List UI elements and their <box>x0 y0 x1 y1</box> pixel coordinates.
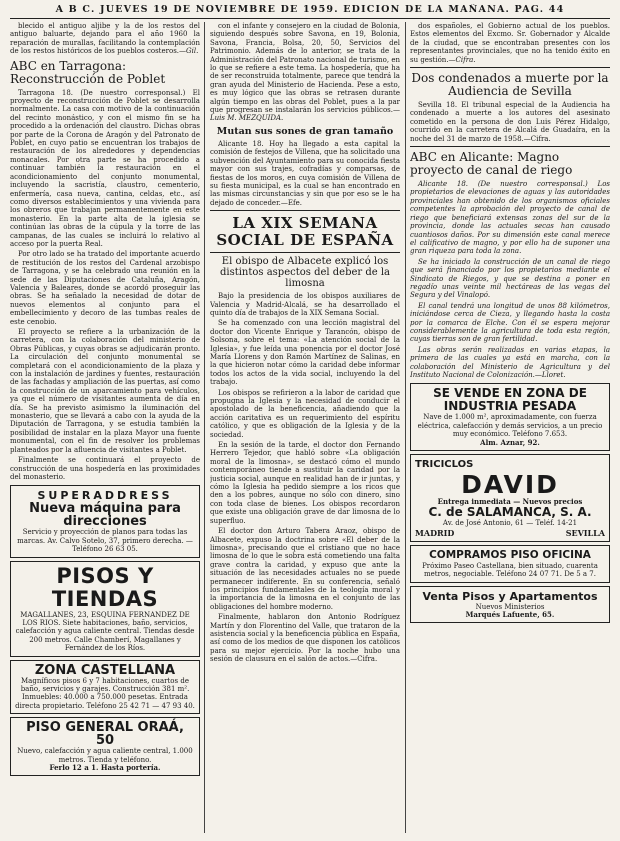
ad-pretitle: TRICICLOS <box>415 459 474 471</box>
ad-title: PISOS Y TIENDAS <box>51 563 159 611</box>
column-rule <box>204 22 205 833</box>
ad-industria-pesada <box>410 383 610 451</box>
article-signature: Lloret. <box>541 371 566 379</box>
ad-superaddress <box>10 485 200 557</box>
article-text: Bajo la presidencia de los obispos auxiliares de Valencia y Madrid-Alcalá, se ha desarrollado el quinto día de trabajos de la XIX Semana Social. <box>210 292 400 317</box>
article-text: Tarragona 18. (De nuestro corresponsal.) El proyecto de reconstrucción de Poblet se desarrolla normalmente. La casa con motivo de la continuación del recinto monástico, y con el mismo fin se ha procedido a la ordenación del claustro. Dichas obras por parte de la Corona de Aragón y del Patronato de Poblet, en cuyo patio se encuentran los trabajos de restauración de los alrededores y dependencias monacales. Por otra parte se ha procedido a continuar también la restauración en el acondicionamiento del conjunto monumental, incluyendo la sacristía, claustro, cementerio, enfermería, casa nueva, cantina, celdas, etc., así como diversos establecimientos y una vivienda para los obreros que trabajan permanentemente en este monasterio. En la parte alta de la iglesia se continúan las obras de la cúpula y la torre de las campanas, de las cuales se incluirá lo relativo al acceso por la puerta Real. <box>10 88 200 248</box>
ad-zona-castellana <box>10 660 200 715</box>
article-text: blecido el antiguo aljibe y la de los restos del antiguo baluarte, dejando para el año 1960 la reparación de murallas, facilitando la contemplación de los restos históricos de los pueblos costeros.—Gil. <box>10 22 200 56</box>
article-text: El proyecto se refiere a la urbanización de la carretera, con la colaboración del ministerio de Obras Públicas, y cuyas obras se adjudicarán pronto. La circulación del conjunto monumental se completará con el acondicionamiento de la plaza y con la instalación de jardines y fuentes, restauración de las fachadas y ampliación de las puertas, así como la construcción de un aparcamiento para vehículos, ya que el número de visitantes aumenta de día en día. Se ha previsto asimismo la iluminación del monasterio, que se llevará a cabo con la ayuda de la Diputación de Tarragona, y se estudia también la posibilidad de instalar en la plaza Mayor una fuente monumental, con el fin de resolver los problemas planteados por la afluencia de visitantes a Poblet. <box>10 328 200 454</box>
article-text: Alicante 18. (De nuestro corresponsal.) Los propietarios de elevaciones de aguas y las autoridades provinciales han obtenido de los organismos oficiales competentes la aprobación del proyecto de canal de riego que beneficiará extensas zonas del sur de la provincia, donde las actuales secas han causado cuantiosos daños. Por su dimensión este canal merece el calificativo de magno, y por ello ha de suponer una gran riqueza para toda la zona. <box>410 180 610 256</box>
ad-company: C. de SALAMANCA, S. A. <box>428 505 592 520</box>
ad-title: ZONA CASTELLANA <box>34 662 176 678</box>
article-text: Sevilla 18. El tribunal especial de la Audiencia ha condenado a muerte a los autores del asesinato cometido en la persona de don Luis Pérez Hidalgo, ocurrido en la carretera de Alcalá de Guadaíra, en la noche del 31 de marzo de 1958.—Cifra. <box>410 101 610 143</box>
ad-address: Av. de José Antonio, 61 — Teléf. 14-21 <box>442 519 578 528</box>
article-title-mutan: Mutan sus sones de gran tamaño <box>216 125 394 137</box>
divider <box>210 252 400 253</box>
column-left <box>10 22 200 833</box>
article-text: Se ha comenzado con una lección magistral del doctor don Vicente Enrique y Tarancón, obispo de Solsona, sobre el tema: «La atención social de la Iglesia», y fue leída una ponencia por el doctor José María Llorens y don Ramón Martínez de Salinas, en la que hicieron notar cómo la caridad debe informar todos los actos de la vida social, incluyendo la del trabajo. <box>210 319 400 387</box>
article-text: Se ha iniciado la construcción de un canal de riego que será financiado por los propietarios mediante el Sindicato de Riegos, y que se destina a poner en regadío unas veinte mil hectáreas de las vegas del Segura y del Vinalopó. <box>410 257 610 300</box>
ad-piso-general-oraa <box>10 717 200 776</box>
ad-triciclos-david <box>410 454 610 542</box>
ad-text: Nave de 1.000 m², aproximadamente, con fuerza eléctrica, calefacción y demás servicios, a un precio muy económico. Teléfono 7.653. <box>417 413 603 439</box>
ad-text: Marqués Lafuente, 65. <box>465 610 555 620</box>
ad-text: Servicio y proyección de planos para todas las marcas. Av. Calvo Sotelo, 37, primero derecha. — Teléfono 26 63 05. <box>17 528 193 554</box>
ad-compramos-piso <box>410 545 610 583</box>
article-text: con el infante y consejero en la ciudad de Bolonia, siguiendo después sobre Savona, en 19, Bolonia, Savona, Francia, Bolsa, 20, 50, Servicios del Patrimonio. Además de lo anterior, se trata de la Administración del Patronato nacional de turismo, en lo que se refiere a este tema. La hospedería, que ha de ser reconstruida totalmente, parece que tendrá la gran ayuda del Ministerio de Hacienda. Pese a esto, es muy lógico que las obras se retrasen durante algún tiempo en las obras del Poblet, pues a la par que progresan se instalarán los servicios públicos.—Luis M. MEZQUIDA. <box>210 22 400 123</box>
ad-text: Nuevos Ministerios <box>475 602 545 611</box>
article-title-sevilla: Dos condenados a muerte por la Audiencia de Sevilla <box>411 71 609 99</box>
ad-text: Nuevo, calefacción y agua caliente central, 1.000 metros. Tienda y teléfono. <box>17 747 193 764</box>
page-header: A B C. JUEVES 19 DE NOVIEMBRE DE 1959. EDICION DE LA MAÑANA. PAG. 44 <box>10 4 610 19</box>
ad-city: SEVILLA <box>565 527 605 538</box>
article-text: Finalmente, hablaron don Antonio Rodríguez Martín y don Florentino del Valle, que trataron de la asistencia social y la beneficencia pública en España, así como de los medios de que disponen los católicos para su mejor ejercicio. Por la noche hubo una sesión de clausura en el salón de actos.—Cifra. <box>210 613 400 664</box>
article-text: El doctor don Arturo Tabera Araoz, obispo de Albacete, expuso la doctrina sobre «El deber de la limosna», precisando que el cristiano que no hace limosna de lo que le sobra está cometiendo una falta grave contra la caridad, y expuso que ante la situación de las necesidades actuales no se puede permanecer indiferente. En su conferencia, señaló los principios fundamentales de la teología moral y la importancia de la limosna en el conjunto de las obligaciones del hombre moderno. <box>210 527 400 611</box>
article-signature: Cifra. <box>455 55 476 64</box>
ad-title: SUPERADDRESS <box>37 489 173 503</box>
ad-title: COMPRAMOS PISO OFICINA <box>429 548 591 561</box>
article-text: Por otro lado se ha tratado del importante acuerdo de restitución de los restos del Cardenal arzobispo de Tarragona, y se ha celebrado una reunión en la sede de las Diputaciones de Cataluña, Aragón, Valencia y Baleares, donde se acordó proseguir las obras. Se ha señalado la necesidad de dotar de nuevos elementos al conjunto para el embellecimiento y decoro de las tumbas reales de este cenobio. <box>10 250 200 326</box>
ad-cities <box>415 528 605 538</box>
ad-title: Venta Pisos y Apartamentos <box>422 589 598 603</box>
article-title-semana-social: LA XIX SEMANA SOCIAL DE ESPAÑA <box>216 214 394 250</box>
ad-title: PISO GENERAL ORAÁ, 50 <box>26 720 184 749</box>
ad-title: SE VENDE EN ZONA DE INDUSTRIA PESADA <box>433 386 587 414</box>
ad-subtext: Ferlo 12 a 1. Hasta portería. <box>49 763 161 772</box>
article-text: En la sesión de la tarde, el doctor don Fernando Herrero Tejedor, que habló sobre «La obligación moral de la limosna», se destacó cómo el mundo contemporáneo tiende a sustituir la caridad por la justicia social, aunque en realidad han de ir juntas, y cómo la Iglesia ha pedido siempre a los ricos que den a los pobres, aunque no sólo con dinero, sino con toda clase de bienes. Los obispos recordaron que existe una obligación grave de dar limosna de lo superfluo. <box>210 441 400 525</box>
article-title-poblet: ABC en Tarragona: Reconstrucción de Poblet <box>10 58 166 86</box>
column-center <box>210 22 400 833</box>
article-text: Los obispos se refirieron a la labor de caridad que propugna la Iglesia y la necesidad de conducir el apostolado de la beneficencia, añadiendo que la acción caritativa es un requerimiento del espíritu católico, y que es obligación de la Iglesia y de la sociedad. <box>210 388 400 439</box>
divider <box>410 146 610 147</box>
ad-venta-pisos <box>410 586 610 624</box>
divider <box>210 210 400 211</box>
article-signature: Gil. <box>186 47 199 56</box>
ad-headline: Nueva máquina para direcciones <box>29 501 181 530</box>
ad-text: MAGALLANES, 23, ESQUINA FERNANDEZ DE LOS RIOS. Siete habitaciones, baño, servicios, calefacción y agua caliente central. Tiendas desde 200 metros. Calle Chamberí, Magallanes y Fernández de los Ríos. <box>15 610 195 653</box>
article-title-alicante: ABC en Alicante: Magno proyecto de canal de riego <box>410 150 573 178</box>
article-text: Alicante 18. Hoy ha llegado a esta capital la comisión de festejos de Villena, que ha solicitado una subvención del Ayuntamiento para su conocida fiesta mayor con sus trajes, cofradías y comparsas, de fiestas de los moros, en cuya comisión de Villena de su fiesta municipal, es la cual se han encontrado en las mismas circunstancias y sin que por eso se le ha dejado de conceder.—Efe. <box>210 139 400 207</box>
ad-pisos-tiendas <box>10 561 200 657</box>
ad-text: Magníficos pisos 6 y 7 habitaciones, cuartos de baño, servicios y garajes. Construcción 381 m². Inmuebles: 40.000 a 750.000 pesetas. Entrada directa propietario. Teléfono 25 42 71 — 47 93 40. <box>15 676 195 710</box>
ad-text: Próximo Paseo Castellana, bien situado, cuarenta metros, negociable. Teléfono 24 07 71. De 5 a 7. <box>422 561 598 579</box>
article-text: El canal tendrá una longitud de unos 88 kilómetros, iniciándose cerca de Cieza, y llegando hasta la costa por la comarca de Elche. Con él se espera mejorar considerablemente la agricultura de toda esta región, cuyas tierras son de gran fertilidad. <box>410 301 610 344</box>
ad-city: MADRID <box>415 527 455 538</box>
article-text: dos españoles, el Gobierno actual de los pueblos. Estos elementos del Excmo. Sr. Gobernador y Alcalde de la ciudad, que se encontraban presentes con los representantes provinciales, que no ha tenido éxito en su gestión.—Cifra. <box>410 22 610 64</box>
ad-title: DAVID <box>461 470 559 500</box>
divider <box>410 67 610 68</box>
article-text: Finalmente se continuará el proyecto de construcción de una hospedería en las proximidades del monasterio. <box>10 456 200 481</box>
column-rule <box>405 22 406 833</box>
article-text: Las obras serán realizadas en varias etapas, la primera de las cuales ya está en marcha, con la colaboración del Ministerio de Agricultura y del Instituto Nacional de Colonización.—Lloret. <box>410 345 610 379</box>
ad-contact: Alm. Aznar, 92. <box>480 437 540 447</box>
column-right <box>410 22 610 833</box>
ad-text: Entrega inmediata — Nuevos precios <box>437 497 583 507</box>
article-subtitle: El obispo de Albacete explicó los distintos aspectos del deber de la limosna <box>219 256 391 290</box>
article-signature: Luis M. MEZQUIDA. <box>210 114 284 123</box>
